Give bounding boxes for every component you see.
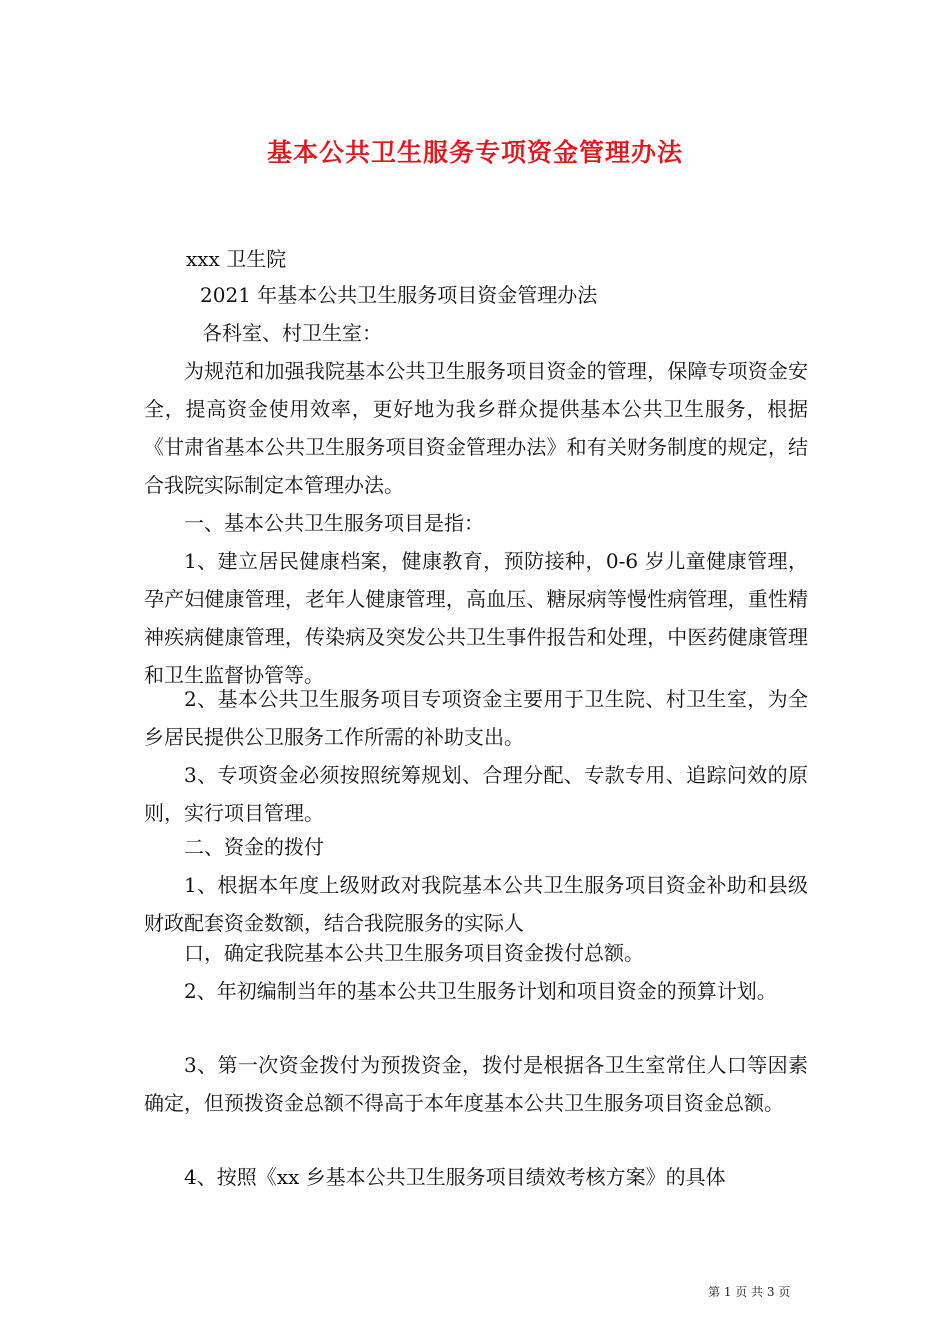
- paragraph-1-1: 1、建立居民健康档案，健康教育，预防接种，0-6 岁儿童健康管理，孕产妇健康管理，老年人健康管理，高血压、糖尿病等慢性病管理，重性精神疾病健康管理，传染病及突发公共卫生事件报告和处理，中医药健康管理和卫生监督协管等。: [144, 549, 808, 687]
- paragraph-2-1: 1、根据本年度上级财政对我院基本公共卫生服务项目资金补助和县级财政配套资金数额，结合我院服务的实际人: [144, 873, 808, 935]
- paragraph-2-1-continued: 口，确定我院基本公共卫生服务项目资金拨付总额。: [184, 941, 644, 965]
- section-heading-2: 二、资金的拨付: [184, 835, 324, 859]
- paragraph-2-3: 3、第一次资金拨付为预拨资金，拨付是根据各卫生室常住人口等因素确定，但预拨资金总额不得高于本年度基本公共卫生服务项目资金总额。: [144, 1053, 808, 1115]
- addressee: 各科室、村卫生室：: [202, 321, 382, 345]
- paragraph-1-3: 3、专项资金必须按照统筹规划、合理分配、专款专用、追踪问效的原则，实行项目管理。: [144, 763, 808, 825]
- organization-name: xxx 卫生院: [186, 247, 287, 271]
- document-subtitle: 2021 年基本公共卫生服务项目资金管理办法: [200, 283, 598, 307]
- document-title: 基本公共卫生服务专项资金管理办法: [266, 138, 683, 167]
- paragraph-intro: 为规范和加强我院基本公共卫生服务项目资金的管理，保障专项资金安全，提高资金使用效率，更好地为我乡群众提供基本公共卫生服务，根据《甘肃省基本公共卫生服务项目资金管理办法》和有关财务制度的规定，结合我院实际制定本管理办法。: [144, 359, 808, 497]
- section-heading-1: 一、基本公共卫生服务项目是指：: [184, 511, 484, 535]
- paragraph-2-2: 2、年初编制当年的基本公共卫生服务计划和项目资金的预算计划。: [184, 979, 777, 1003]
- paragraph-1-2: 2、基本公共卫生服务项目专项资金主要用于卫生院、村卫生室，为全乡居民提供公卫服务工作所需的补助支出。: [144, 687, 808, 749]
- paragraph-2-4: 4、按照《xx 乡基本公共卫生服务项目绩效考核方案》的具体: [184, 1165, 726, 1189]
- page-number: 第 1 页 共 3 页: [708, 1285, 791, 1299]
